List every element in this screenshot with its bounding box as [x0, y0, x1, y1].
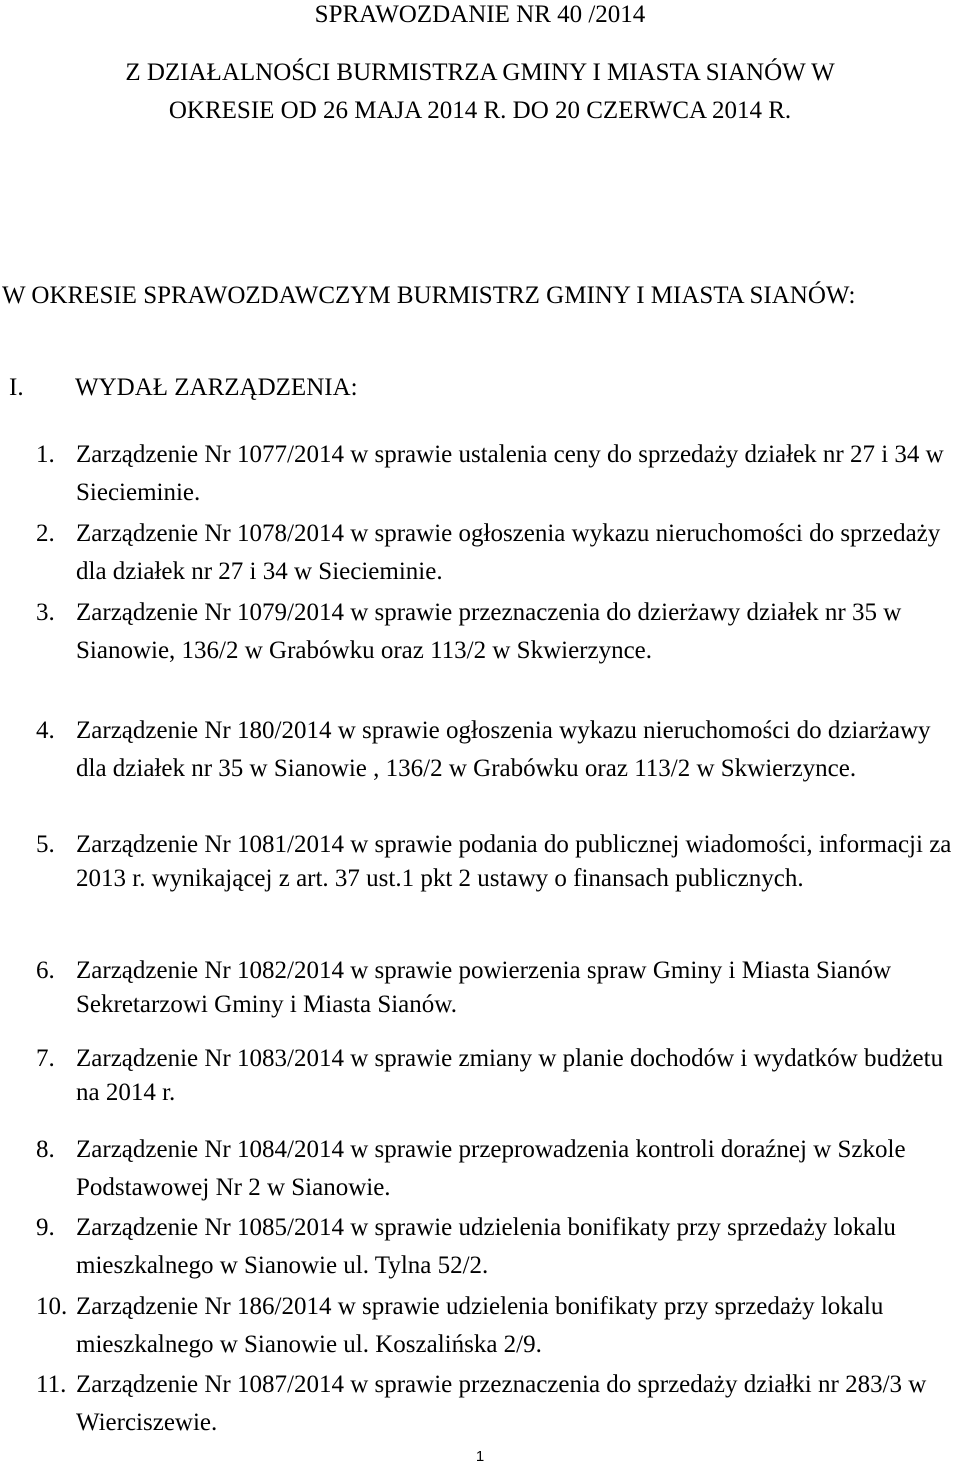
list-item-text: Zarządzenie Nr 1077/2014 w sprawie ustalenia ceny do sprzedaży działek nr 27 i 34 w Siecieminie. — [76, 441, 944, 506]
list-item-text: Zarządzenie Nr 1085/2014 w sprawie udzielenia bonifikaty przy sprzedaży lokalu mieszkalnego w Sianowie ul. Tylna 52/2. — [76, 1214, 896, 1279]
list-item-text: Zarządzenie Nr 1078/2014 w sprawie ogłoszenia wykazu nieruchomości do sprzedaży dla działek nr 27 i 34 w Siecieminie. — [76, 520, 941, 585]
list-item-number: 11. — [36, 1371, 67, 1398]
reporting-period-intro: W OKRESIE SPRAWOZDAWCZYM BURMISTRZ GMINY I MIASTA SIANÓW: — [2, 282, 856, 309]
list-item-number: 2. — [36, 520, 55, 547]
list-item-number: 1. — [36, 441, 55, 468]
section-number: I. — [9, 374, 24, 401]
list-item-text: Zarządzenie Nr 1087/2014 w sprawie przeznaczenia do sprzedaży działki nr 283/3 w Wierciszewie. — [76, 1371, 927, 1436]
list-item-number: 8. — [36, 1136, 55, 1163]
list-item-text: Zarządzenie Nr 1083/2014 w sprawie zmiany w planie dochodów i wydatków budżetu na 2014 r. — [76, 1045, 944, 1106]
list-item-text: Zarządzenie Nr 1082/2014 w sprawie powierzenia spraw Gminy i Miasta Sianów Sekretarzowi Gminy i Miasta Sianów. — [76, 957, 892, 1018]
list-item-number: 10. — [36, 1293, 68, 1320]
list-item-text: Zarządzenie Nr 180/2014 w sprawie ogłoszenia wykazu nieruchomości do dziarżawy dla działek nr 35 w Sianowie , 136/2 w Grabówku oraz 113/2 w Skwierzynce. — [76, 717, 931, 782]
list-item-number: 3. — [36, 599, 55, 626]
list-item-number: 9. — [36, 1214, 55, 1241]
document-title-line-3: OKRESIE OD 26 MAJA 2014 R. DO 20 CZERWCA 2014 R. — [168, 97, 792, 124]
list-item-text: Zarządzenie Nr 186/2014 w sprawie udzielenia bonifikaty przy sprzedaży lokalu mieszkalnego w Sianowie ul. Koszalińska 2/9. — [76, 1293, 884, 1358]
list-item-text: Zarządzenie Nr 1081/2014 w sprawie podania do publicznej wiadomości, informacji za 2013 r. wynikającej z art. 37 ust.1 pkt 2 ustawy o finansach publicznych. — [76, 831, 952, 892]
list-item-text: Zarządzenie Nr 1079/2014 w sprawie przeznaczenia do dzierżawy działek nr 35 w Sianowie, 136/2 w Grabówku oraz 113/2 w Skwierzynce. — [76, 599, 902, 664]
document-title-line-2: Z DZIAŁALNOŚCI BURMISTRZA GMINY I MIASTA SIANÓW W — [125, 59, 835, 86]
list-item-number: 6. — [36, 957, 55, 984]
list-item-number: 5. — [36, 831, 55, 858]
section-title: WYDAŁ ZARZĄDZENIA: — [75, 374, 358, 401]
document-title-line-1: SPRAWOZDANIE NR 40 /2014 — [314, 1, 646, 28]
list-item-text: Zarządzenie Nr 1084/2014 w sprawie przeprowadzenia kontroli doraźnej w Szkole Podstawowej Nr 2 w Sianowie. — [76, 1136, 906, 1201]
page-number: 1 — [475, 1448, 485, 1465]
list-item-number: 4. — [36, 717, 55, 744]
list-item-number: 7. — [36, 1045, 55, 1072]
section-heading — [9, 373, 358, 403]
